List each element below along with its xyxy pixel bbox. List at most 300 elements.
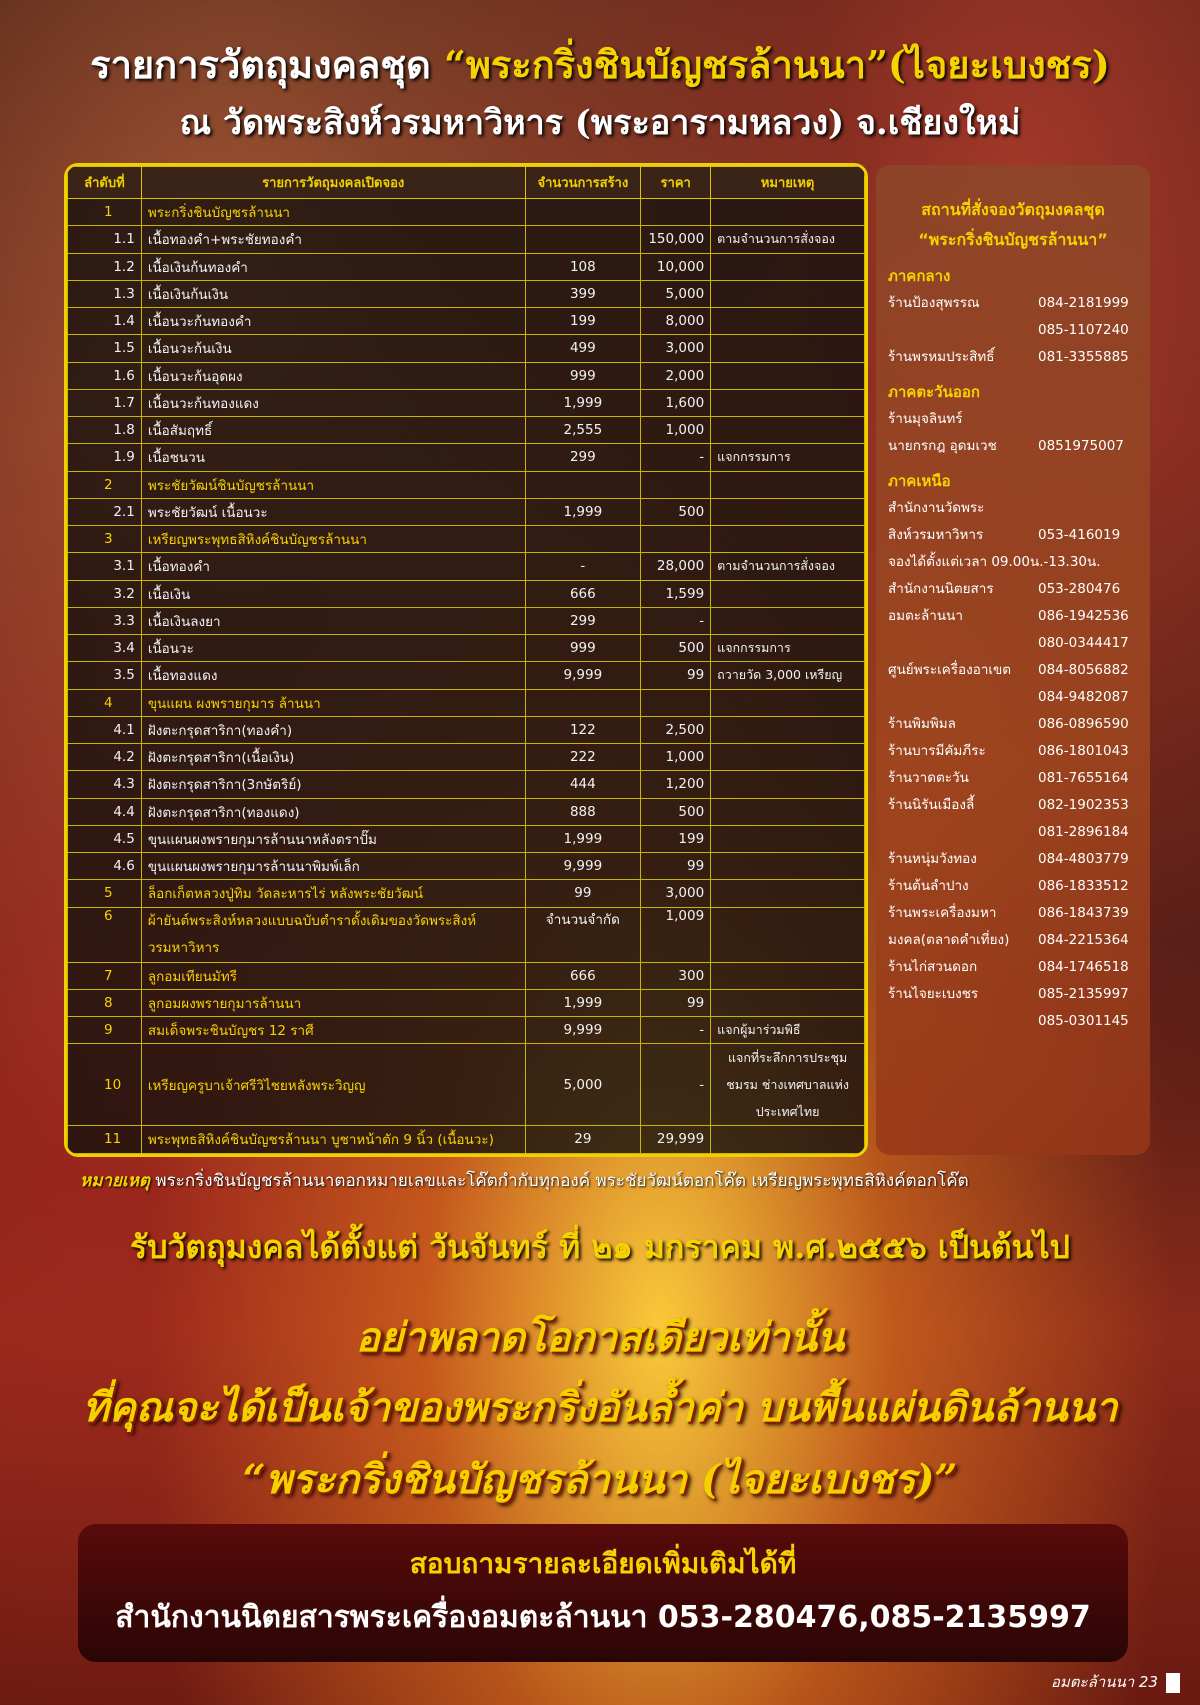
contact-details: สำนักงานนิตยสารพระเครื่องอมตะล้านนา 053-280476,085-2135997 — [115, 1600, 1091, 1635]
table-body — [68, 199, 865, 1154]
order-locations-panel — [876, 165, 1150, 1155]
location-entry — [888, 927, 1138, 954]
cell-qty — [525, 226, 641, 253]
cell-price: 28,000 — [641, 553, 711, 580]
location-name: ร้านนิรันเมืองลี้ — [888, 797, 975, 813]
table-row — [68, 526, 865, 553]
cell-no: 3.4 — [68, 635, 142, 662]
cell-item: เนื้อเงิน — [141, 580, 525, 607]
table-row — [68, 226, 865, 253]
location-phone — [1101, 549, 1138, 576]
cell-qty: 1,999 — [525, 498, 641, 525]
cell-note — [711, 825, 865, 852]
table-row — [68, 744, 865, 771]
table-row — [68, 253, 865, 280]
cell-price: 150,000 — [641, 226, 711, 253]
table-row — [68, 1044, 865, 1126]
cell-no: 1 — [68, 199, 142, 226]
table-row — [68, 471, 865, 498]
location-entry — [888, 954, 1138, 981]
cell-qty: จำนวนจำกัด — [525, 907, 641, 962]
cell-item: เนื้อเงินลงยา — [141, 607, 525, 634]
cell-note — [711, 907, 865, 962]
locations-heading-line2: “พระกริ่งชินบัญชรล้านนา” — [918, 230, 1108, 249]
cell-note — [711, 989, 865, 1016]
cell-note — [711, 308, 865, 335]
location-entry — [888, 549, 1138, 576]
table-row — [68, 880, 865, 907]
cell-note: แจกที่ระลึกการประชุมชมรม ช่างเทศบาลแห่งประเทศไทย — [711, 1044, 865, 1126]
column-header-price: ราคา — [641, 167, 711, 199]
items-table — [67, 166, 865, 1154]
cell-qty: 9,999 — [525, 853, 641, 880]
location-phone: 085-1107240 — [1038, 322, 1129, 338]
cell-no: 4.5 — [68, 825, 142, 852]
location-entry — [888, 792, 1138, 819]
cell-price: 3,000 — [641, 880, 711, 907]
promo-line-3: “พระกริ่งชินบัญชรล้านนา (ไจยะเบงชร)” — [242, 1456, 958, 1503]
location-phone: 053-280476 — [1038, 581, 1121, 597]
cell-item: พระกริ่งชินบัญชรล้านนา — [141, 199, 525, 226]
location-entry — [888, 290, 1138, 317]
region-heading: ภาคเหนือ — [888, 472, 951, 490]
page-subtitle: ณ วัดพระสิงห์วรมหาวิหาร (พระอารามหลวง) จ.เชียงใหม่ — [179, 103, 1021, 143]
cell-note — [711, 362, 865, 389]
cell-price: - — [641, 1044, 711, 1126]
locations-heading — [888, 195, 1138, 255]
cell-price: 1,000 — [641, 417, 711, 444]
cell-note — [711, 580, 865, 607]
cell-item: เนื้อทองคำ — [141, 553, 525, 580]
page-title — [0, 34, 1200, 95]
location-name: สำนักงานนิตยสาร — [888, 581, 994, 597]
location-entry — [888, 657, 1138, 684]
table-row — [68, 498, 865, 525]
location-name — [888, 317, 1038, 344]
cell-price: 2,000 — [641, 362, 711, 389]
cell-note: แจกกรรมการ — [711, 444, 865, 471]
region-heading: ภาคตะวันออก — [888, 383, 980, 401]
cell-item: เนื้อนวะก้นอุดผง — [141, 362, 525, 389]
cell-note: ตามจำนวนการสั่งจอง — [711, 226, 865, 253]
location-entry — [888, 344, 1138, 371]
location-name: อมตะล้านนา — [888, 608, 963, 624]
location-name: ศูนย์พระเครื่องอาเขต — [888, 662, 1012, 678]
cell-note — [711, 253, 865, 280]
table-row — [68, 389, 865, 416]
cell-note — [711, 1126, 865, 1153]
cell-item: เนื้อนวะก้นทองแดง — [141, 389, 525, 416]
cell-qty — [525, 689, 641, 716]
location-name: จองได้ตั้งแต่เวลา 09.00น.-13.30น. — [888, 554, 1101, 570]
cell-note — [711, 716, 865, 743]
location-entry — [888, 711, 1138, 738]
cell-qty: 99 — [525, 880, 641, 907]
cell-no: 4.3 — [68, 771, 142, 798]
cell-price — [641, 689, 711, 716]
cell-item: ฝังตะกรุดสาริกา(เนื้อเงิน) — [141, 744, 525, 771]
table-row — [68, 580, 865, 607]
cell-no: 4 — [68, 689, 142, 716]
table-row — [68, 1126, 865, 1153]
remark-text: พระกริ่งชินบัญชรล้านนาตอกหมายเลขและโค๊ตกำกับทุกองค์ พระชัยวัฒน์ตอกโค๊ต เหรียญพระพุทธสิหิงค์ตอกโค๊ต — [149, 1171, 969, 1191]
location-phone: 0851975007 — [1038, 438, 1124, 454]
cell-note: แจกกรรมการ — [711, 635, 865, 662]
cell-no: 1.1 — [68, 226, 142, 253]
cell-price: 1,009 — [641, 907, 711, 962]
location-phone: 081-7655164 — [1038, 770, 1129, 786]
cell-item: เนื้อนวะก้นเงิน — [141, 335, 525, 362]
location-name — [888, 630, 1038, 657]
location-name: มงคล(ตลาดคำเที่ยง) — [888, 932, 1010, 948]
location-phone: 086-1843739 — [1038, 905, 1129, 921]
location-entry — [888, 684, 1138, 711]
cell-no: 3.5 — [68, 662, 142, 689]
cell-item: ขุนแผน ผงพรายกุมาร ล้านนา — [141, 689, 525, 716]
cell-qty: 108 — [525, 253, 641, 280]
cell-no: 1.4 — [68, 308, 142, 335]
location-phone: 086-1942536 — [1038, 608, 1129, 624]
cell-no: 11 — [68, 1126, 142, 1153]
table-row — [68, 771, 865, 798]
table-row — [68, 199, 865, 226]
location-name: ร้านบารมีคัมภีระ — [888, 743, 986, 759]
location-entry — [888, 495, 1138, 522]
cell-price: 500 — [641, 635, 711, 662]
cell-no: 3.3 — [68, 607, 142, 634]
location-entry — [888, 630, 1138, 657]
location-phone: 085-0301145 — [1038, 1013, 1129, 1029]
cell-no: 3.1 — [68, 553, 142, 580]
cell-no: 4.6 — [68, 853, 142, 880]
column-header-no: ลำดับที่ — [68, 167, 142, 199]
cell-qty: 1,999 — [525, 389, 641, 416]
location-name: ร้านพรหมประสิทธิ์ — [888, 349, 995, 365]
cell-no: 6 — [68, 907, 142, 962]
cell-no: 2 — [68, 471, 142, 498]
location-name: ร้านพระเครื่องมหา — [888, 905, 997, 921]
table-row — [68, 607, 865, 634]
location-name: สำนักงานวัดพระ — [888, 500, 985, 516]
cell-item: เหรียญครูบาเจ้าศรีวิไชยหลังพระวิญญ — [141, 1044, 525, 1126]
location-entry — [888, 846, 1138, 873]
cell-no: 10 — [68, 1044, 142, 1126]
cell-item: ล็อกเก็ตหลวงปู่ทิม วัดละหารไร่ หลังพระชัยวัฒน์ — [141, 880, 525, 907]
location-entry — [888, 522, 1138, 549]
cell-price: 8,000 — [641, 308, 711, 335]
cell-note — [711, 526, 865, 553]
cell-note — [711, 853, 865, 880]
cell-price — [641, 471, 711, 498]
cell-qty: 499 — [525, 335, 641, 362]
location-phone: 086-1801043 — [1038, 743, 1129, 759]
cell-item: พระชัยวัฒน์ชินบัญชรล้านนา — [141, 471, 525, 498]
cell-item: พระชัยวัฒน์ เนื้อนวะ — [141, 498, 525, 525]
location-phone: 086-1833512 — [1038, 878, 1129, 894]
location-phone: 084-9482087 — [1038, 689, 1129, 705]
cell-qty: 444 — [525, 771, 641, 798]
cell-price — [641, 199, 711, 226]
cell-price: 3,000 — [641, 335, 711, 362]
cell-qty — [525, 526, 641, 553]
items-table-container — [64, 163, 868, 1157]
cell-note — [711, 689, 865, 716]
cell-no: 1.5 — [68, 335, 142, 362]
cell-price: 199 — [641, 825, 711, 852]
cell-qty: 29 — [525, 1126, 641, 1153]
location-name: ร้านหนุ่มวังทอง — [888, 851, 977, 867]
cell-note — [711, 417, 865, 444]
location-phone: 081-3355885 — [1038, 349, 1129, 365]
cell-no: 3 — [68, 526, 142, 553]
table-row — [68, 825, 865, 852]
cell-item: ขุนแผนผงพรายกุมารล้านนาพิมพ์เล็ก — [141, 853, 525, 880]
cell-item: พระพุทธสิหิงค์ชินบัญชรล้านนา บูชาหน้าตัก 9 นิ้ว (เนื้อนวะ) — [141, 1126, 525, 1153]
cell-item: เนื้อทองคำ+พระชัยทองคำ — [141, 226, 525, 253]
location-name — [888, 819, 1038, 846]
location-name: ร้านไก่สวนดอก — [888, 959, 978, 975]
table-row — [68, 907, 865, 962]
cell-item: สมเด็จพระชินบัญชร 12 ราศี — [141, 1017, 525, 1044]
cell-qty — [525, 199, 641, 226]
promo-line-1: อย่าพลาดโอกาสเดียวเท่านั้น — [355, 1314, 845, 1361]
cell-note — [711, 389, 865, 416]
location-name: ร้านป้องสุพรรณ — [888, 295, 980, 311]
table-row — [68, 989, 865, 1016]
cell-qty: 299 — [525, 607, 641, 634]
table-row — [68, 444, 865, 471]
cell-qty: 1,999 — [525, 989, 641, 1016]
location-name: ร้านต้นลำปาง — [888, 878, 969, 894]
table-row — [68, 798, 865, 825]
table-row — [68, 689, 865, 716]
cell-no: 4.4 — [68, 798, 142, 825]
cell-item: เนื้อนวะก้นทองคำ — [141, 308, 525, 335]
table-row — [68, 962, 865, 989]
cell-price: 500 — [641, 798, 711, 825]
table-row — [68, 716, 865, 743]
location-phone: 084-2181999 — [1038, 295, 1129, 311]
cell-qty — [525, 471, 641, 498]
receive-date: รับวัตถุมงคลได้ตั้งแต่ วันจันทร์ ที่ ๒๑ มกราคม พ.ศ.๒๕๕๖ เป็นต้นไป — [130, 1228, 1070, 1266]
cell-note: ถวายวัด 3,000 เหรียญ — [711, 662, 865, 689]
cell-item: เนื้อเงินก้นทองคำ — [141, 253, 525, 280]
location-phone: 084-4803779 — [1038, 851, 1129, 867]
cell-note: ตามจำนวนการสั่งจอง — [711, 553, 865, 580]
location-name: ร้านไจยะเบงชร — [888, 986, 979, 1002]
promo-line-2: ที่คุณจะได้เป็นเจ้าของพระกริ่งอันล้ำค่า บนพื้นแผ่นดินล้านนา — [82, 1384, 1118, 1431]
table-row — [68, 553, 865, 580]
page-footer — [1051, 1670, 1180, 1694]
cell-note — [711, 798, 865, 825]
cell-note — [711, 335, 865, 362]
location-entry — [888, 406, 1138, 433]
table-row — [68, 362, 865, 389]
cell-item: ขุนแผนผงพรายกุมารล้านนาหลังตราปั๊ม — [141, 825, 525, 852]
location-phone: 085-2135997 — [1038, 986, 1129, 1002]
cell-note: แจกผู้มาร่วมพิธี — [711, 1017, 865, 1044]
location-phone: 086-0896590 — [1038, 716, 1129, 732]
cell-price: 1,000 — [641, 744, 711, 771]
cell-note — [711, 771, 865, 798]
cell-qty: 122 — [525, 716, 641, 743]
cell-price: 99 — [641, 853, 711, 880]
column-header-item: รายการวัตถุมงคลเปิดจอง — [141, 167, 525, 199]
title-prefix: รายการวัตถุมงคลชุด — [90, 42, 444, 87]
location-entry — [888, 873, 1138, 900]
column-header-note: หมายเหตุ — [711, 167, 865, 199]
location-entry — [888, 981, 1138, 1008]
cell-no: 3.2 — [68, 580, 142, 607]
cell-price: 5,000 — [641, 280, 711, 307]
footer-bar — [1166, 1673, 1180, 1693]
location-entry — [888, 765, 1138, 792]
cell-item: ลูกอมผงพรายกุมารล้านนา — [141, 989, 525, 1016]
cell-no: 9 — [68, 1017, 142, 1044]
table-row — [68, 308, 865, 335]
cell-qty: 2,555 — [525, 417, 641, 444]
cell-qty: 999 — [525, 635, 641, 662]
cell-price: 99 — [641, 989, 711, 1016]
location-phone: 084-8056882 — [1038, 662, 1129, 678]
cell-item: เนื้อนวะ — [141, 635, 525, 662]
cell-price: 2,500 — [641, 716, 711, 743]
cell-price: - — [641, 444, 711, 471]
cell-qty: 888 — [525, 798, 641, 825]
cell-no: 1.9 — [68, 444, 142, 471]
cell-item: เนื้อสัมฤทธิ์ — [141, 417, 525, 444]
cell-price: 500 — [641, 498, 711, 525]
location-name: นายกรกฎ อุดมเวช — [888, 438, 997, 454]
cell-price: 300 — [641, 962, 711, 989]
cell-qty: 999 — [525, 362, 641, 389]
cell-no: 1.6 — [68, 362, 142, 389]
table-row — [68, 335, 865, 362]
table-row — [68, 662, 865, 689]
location-phone: 082-1902353 — [1038, 797, 1129, 813]
cell-item: ฝังตะกรุดสาริกา(3กษัตริย์) — [141, 771, 525, 798]
cell-price — [641, 526, 711, 553]
title-highlight: “พระกริ่งชินบัญชรล้านนา”(ไจยะเบงชร) — [443, 42, 1110, 87]
cell-note — [711, 280, 865, 307]
cell-no: 1.8 — [68, 417, 142, 444]
cell-price: 99 — [641, 662, 711, 689]
cell-qty: 666 — [525, 962, 641, 989]
location-entry — [888, 900, 1138, 927]
cell-no: 7 — [68, 962, 142, 989]
table-row — [68, 417, 865, 444]
cell-note — [711, 498, 865, 525]
location-name: สิงห์วรมหาวิหาร — [888, 527, 984, 543]
location-phone: 084-2215364 — [1038, 932, 1129, 948]
location-name — [888, 1008, 1038, 1035]
table-row — [68, 853, 865, 880]
location-entry — [888, 1008, 1138, 1035]
remark-label: หมายเหตุ — [80, 1171, 150, 1191]
cell-price: 29,999 — [641, 1126, 711, 1153]
location-phone — [1038, 495, 1138, 522]
cell-no: 5 — [68, 880, 142, 907]
locations-heading-line1: สถานที่สั่งจองวัตถุมงคลชุด — [921, 200, 1105, 219]
location-entry — [888, 819, 1138, 846]
table-row — [68, 1017, 865, 1044]
contact-box — [78, 1524, 1128, 1662]
remark — [80, 1167, 1180, 1194]
cell-item: ลูกอมเทียนมัทรี — [141, 962, 525, 989]
table-row — [68, 635, 865, 662]
location-entry — [888, 433, 1138, 460]
column-header-qty: จำนวนการสร้าง — [525, 167, 641, 199]
region-heading: ภาคกลาง — [888, 267, 951, 285]
location-entry — [888, 603, 1138, 630]
location-phone: 053-416019 — [1038, 527, 1121, 543]
cell-note — [711, 199, 865, 226]
cell-note — [711, 471, 865, 498]
cell-item: ผ้ายันต์พระสิงห์หลวงแบบฉบับตำราดั้งเดิมของวัดพระสิงห์วรมหาวิหาร — [141, 907, 525, 962]
cell-qty: 666 — [525, 580, 641, 607]
location-entry — [888, 738, 1138, 765]
location-entry — [888, 576, 1138, 603]
location-name: ร้านพิมพิมล — [888, 716, 956, 732]
table-header-row — [68, 167, 865, 199]
location-phone: 084-1746518 — [1038, 959, 1129, 975]
cell-item: เนื้อทองแดง — [141, 662, 525, 689]
cell-no: 4.1 — [68, 716, 142, 743]
cell-no: 2.1 — [68, 498, 142, 525]
cell-price: 1,200 — [641, 771, 711, 798]
location-name — [888, 684, 1038, 711]
cell-item: เหรียญพระพุทธสิหิงค์ชินบัญชรล้านนา — [141, 526, 525, 553]
cell-price: 10,000 — [641, 253, 711, 280]
cell-qty: 1,999 — [525, 825, 641, 852]
cell-qty: 299 — [525, 444, 641, 471]
cell-qty: 399 — [525, 280, 641, 307]
cell-note — [711, 962, 865, 989]
cell-price: - — [641, 607, 711, 634]
cell-item: ฝังตะกรุดสาริกา(ทองคำ) — [141, 716, 525, 743]
cell-qty: 222 — [525, 744, 641, 771]
contact-heading: สอบถามรายละเอียดเพิ่มเติมได้ที่ — [409, 1547, 797, 1580]
cell-qty: 9,999 — [525, 1017, 641, 1044]
table-row — [68, 280, 865, 307]
cell-price: 1,600 — [641, 389, 711, 416]
location-name: ร้านวาดตะวัน — [888, 770, 969, 786]
cell-qty: 5,000 — [525, 1044, 641, 1126]
location-phone — [1038, 406, 1138, 433]
location-name: ร้านมุจลินทร์ — [888, 411, 963, 427]
cell-price: - — [641, 1017, 711, 1044]
cell-no: 8 — [68, 989, 142, 1016]
cell-no: 4.2 — [68, 744, 142, 771]
cell-qty: - — [525, 553, 641, 580]
regions-list — [888, 263, 1138, 1035]
cell-price: 1,599 — [641, 580, 711, 607]
cell-note — [711, 880, 865, 907]
cell-item: เนื้อเงินก้นเงิน — [141, 280, 525, 307]
cell-no: 1.7 — [68, 389, 142, 416]
cell-item: เนื้อชนวน — [141, 444, 525, 471]
cell-note — [711, 744, 865, 771]
cell-no: 1.3 — [68, 280, 142, 307]
page-number: อมตะล้านนา 23 — [1050, 1673, 1158, 1691]
cell-item: ฝังตะกรุดสาริกา(ทองแดง) — [141, 798, 525, 825]
cell-note — [711, 607, 865, 634]
cell-qty: 9,999 — [525, 662, 641, 689]
cell-qty: 199 — [525, 308, 641, 335]
location-phone: 080-0344417 — [1038, 635, 1129, 651]
location-phone: 081-2896184 — [1038, 824, 1129, 840]
cell-no: 1.2 — [68, 253, 142, 280]
